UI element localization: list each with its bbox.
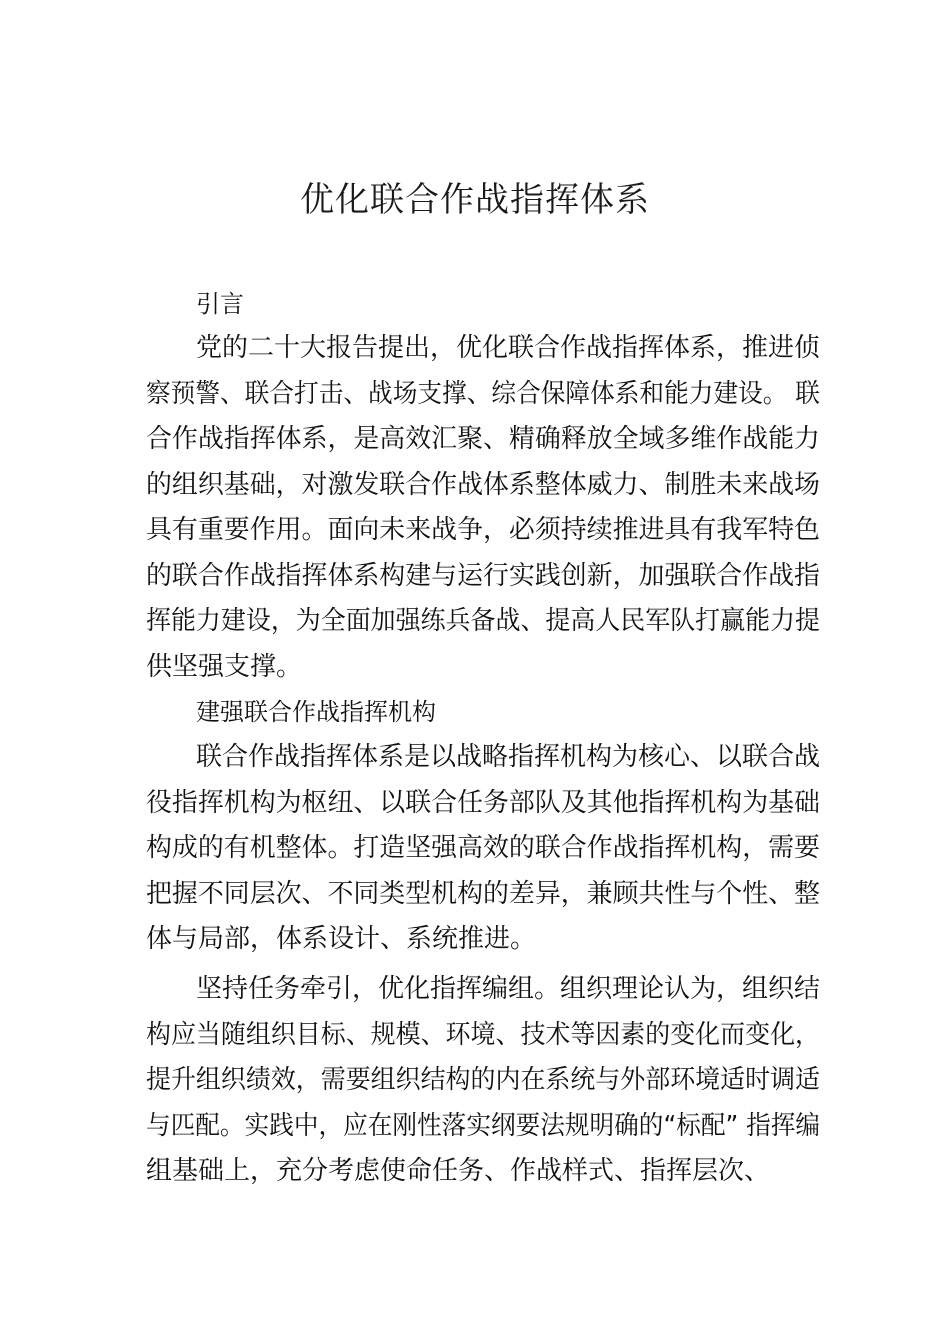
document-title: 优化联合作战指挥体系 <box>300 180 650 220</box>
paragraph-2-line: 体与局部，体系设计、系统推进。 <box>146 924 537 954</box>
paragraph-1-line: 的联合作战指挥体系构建与运行实践创新，加强联合作战指 <box>146 560 820 591</box>
paragraph-2-line: 联合作战指挥体系是以战略指挥机构为核心、以联合战 <box>196 742 821 772</box>
paragraph-1-line: 察预警、联合打击、战场支撑、综合保障体系和能力建设。 联 <box>146 378 820 409</box>
paragraph-3 <box>146 967 820 1195</box>
paragraph-3-line: 组基础上，充分考虑使命任务、作战样式、指挥层次、 <box>146 1156 771 1186</box>
paragraph-3-line: 构应当随组织目标、规模、环境、技术等因素的变化而变化， <box>146 1019 821 1050</box>
paragraph-1-line: 的组织基础，对激发联合作战体系整体威力、制胜未来战场 <box>146 469 820 500</box>
section-2-heading: 建强联合作战指挥机构 <box>196 698 436 726</box>
paragraph-2-line: 役指挥机构为枢纽、以联合任务部队及其他指挥机构为基础 <box>146 787 820 818</box>
paragraph-1-line: 党的二十大报告提出，优化联合作战指挥体系，推进侦 <box>196 333 821 363</box>
paragraph-1-line: 供坚强支撑。 <box>146 651 303 682</box>
paragraph-3-line: 提升组织绩效，需要组织结构的内在系统与外部环境适时调适 <box>146 1065 821 1095</box>
paragraph-2-line: 构成的有机整体。打造坚强高效的联合作战指挥机构，需要 <box>146 833 820 863</box>
intro-heading: 引言 <box>196 290 244 318</box>
paragraph-3-line: 与匹配。实践中，应在刚性落实纲要法规明确的“标配” 指挥编 <box>146 1110 821 1141</box>
paragraph-1-line: 具有重要作用。面向未来战争，必须持续推进具有我军特色 <box>146 515 820 545</box>
paragraph-1-line: 合作战指挥体系，是高效汇聚、精确释放全域多维作战能力 <box>146 424 820 454</box>
paragraph-3-line: 坚持任务牵引，优化指挥编组。组织理论认为，组织结 <box>196 974 821 1004</box>
paragraph-2 <box>146 735 820 963</box>
paragraph-1-line: 挥能力建设，为全面加强练兵备战、提高人民军队打赢能力提 <box>146 606 821 636</box>
paragraph-2-line: 把握不同层次、不同类型机构的差异，兼顾共性与个性、整 <box>146 878 820 909</box>
paragraph-1 <box>146 326 820 690</box>
